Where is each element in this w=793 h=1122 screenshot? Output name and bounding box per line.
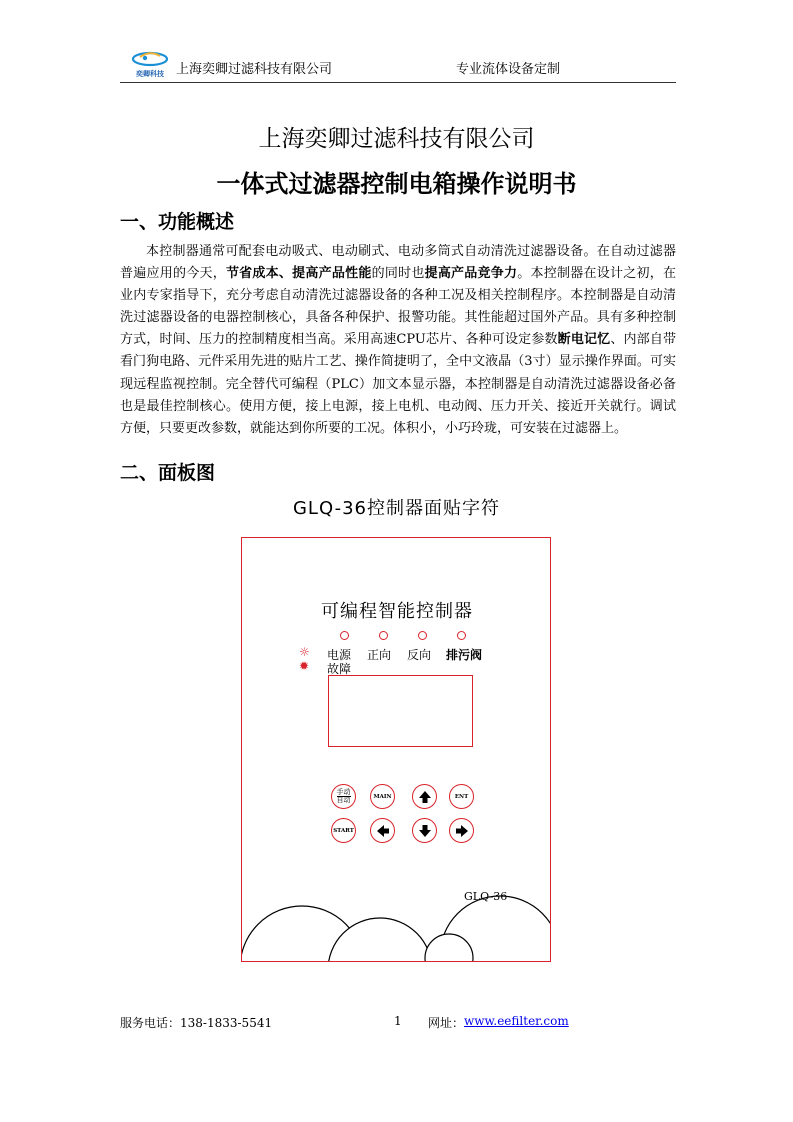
auto-label: 自动 bbox=[336, 796, 351, 804]
arrow-down-icon bbox=[418, 824, 432, 838]
footer-website-link[interactable]: www.eefilter.com bbox=[464, 1014, 569, 1028]
arrow-up-icon bbox=[418, 790, 432, 804]
arrow-right-icon bbox=[455, 824, 469, 838]
fault-label: 故障 bbox=[327, 662, 352, 676]
manual-label: 手动 bbox=[336, 788, 351, 796]
panel-title: 可编程智能控制器 bbox=[321, 601, 473, 622]
led-label-reverse: 反向 bbox=[407, 648, 432, 662]
header-divider bbox=[120, 82, 676, 83]
led-forward bbox=[379, 631, 388, 640]
page-number: 1 bbox=[394, 1014, 402, 1028]
document-title: 一体式过滤器控制电箱操作说明书 bbox=[216, 170, 577, 198]
overview-paragraph bbox=[120, 241, 676, 440]
right-button[interactable] bbox=[449, 818, 474, 843]
section-heading-panel: 二、面板图 bbox=[120, 462, 216, 484]
led-label-drain-valve: 排污阀 bbox=[446, 648, 483, 662]
emphasis-text: 提高产品竞争力 bbox=[424, 266, 518, 282]
emphasis-text: 节省成本、提高产品性能 bbox=[225, 266, 372, 282]
ent-label: ENT bbox=[454, 793, 469, 800]
start-label: START bbox=[333, 827, 354, 834]
panel-caption: GLQ-36控制器面贴字符 bbox=[292, 498, 501, 519]
lcd-display bbox=[328, 675, 473, 747]
fault-indicator-icon: ✹ bbox=[299, 659, 310, 673]
header-slogan: 专业流体设备定制 bbox=[456, 62, 561, 77]
led-label-power: 电源 bbox=[327, 648, 352, 662]
led-label-forward: 正向 bbox=[367, 648, 392, 662]
led-power bbox=[340, 631, 349, 640]
model-label: GLQ-36 bbox=[464, 890, 508, 903]
led-drain-valve bbox=[457, 631, 466, 640]
led-reverse bbox=[418, 631, 427, 640]
footer-service-phone: 服务电话：138-1833-5541 bbox=[120, 1016, 273, 1030]
main-label: MAIN bbox=[373, 793, 392, 800]
down-button[interactable] bbox=[412, 818, 437, 843]
manual-auto-button[interactable] bbox=[331, 784, 356, 809]
svg-text:奕卿科技: 奕卿科技 bbox=[136, 70, 164, 78]
emphasis-text: 断电记忆 bbox=[557, 332, 611, 348]
ent-button[interactable] bbox=[449, 784, 474, 809]
paragraph-text: 。本控制器在设计之初，在业内专家指导下，充分考虑自动清洗过滤器设备的各种工况及相关控制程序。本控制器是自动清洗过滤器设备的电器控制核心，具备各种保护、报警功能。其性能超过国外产品。具有多种控制方式，时间、压力的控制精度相当高。采用高速CPU芯片、各种可设定参数 bbox=[120, 266, 676, 348]
start-button[interactable] bbox=[331, 818, 356, 843]
document-company-name: 上海奕卿过滤科技有限公司 bbox=[258, 126, 535, 152]
power-indicator-icon: ☼ bbox=[299, 645, 310, 659]
company-logo bbox=[130, 48, 170, 82]
left-button[interactable] bbox=[370, 818, 395, 843]
footer-website-label: 网址： bbox=[428, 1016, 465, 1030]
header-company-name: 上海奕卿过滤科技有限公司 bbox=[176, 62, 333, 77]
up-button[interactable] bbox=[412, 784, 437, 809]
section-heading-overview: 一、功能概述 bbox=[120, 211, 235, 233]
arrow-left-icon bbox=[376, 824, 390, 838]
paragraph-text: 、内部自带看门狗电路、元件采用先进的贴片工艺、操作简捷明了，全中文液晶（3寸）显示操作界面。可实现远程监视控制。完全替代可编程（PLC）加文本显示器，本控制器是自动清洗过滤器设备必备也是最佳控制核心。使用方便，接上电源，接上电机、电动阀、压力开关、接近开关就行。调试方便，只要更改参数，就能达到你所要的工况。体积小，小巧玲珑，可安装在过滤器上。 bbox=[120, 332, 676, 436]
paragraph-text: 本控制器通常可配套电动吸式、电动刷式、电动多筒式自动清洗过滤器设备。在自动过滤器普遍应用的今天， bbox=[120, 244, 676, 282]
main-button[interactable] bbox=[370, 784, 395, 809]
controller-panel bbox=[241, 537, 551, 962]
paragraph-text: 的同时也 bbox=[371, 266, 425, 282]
